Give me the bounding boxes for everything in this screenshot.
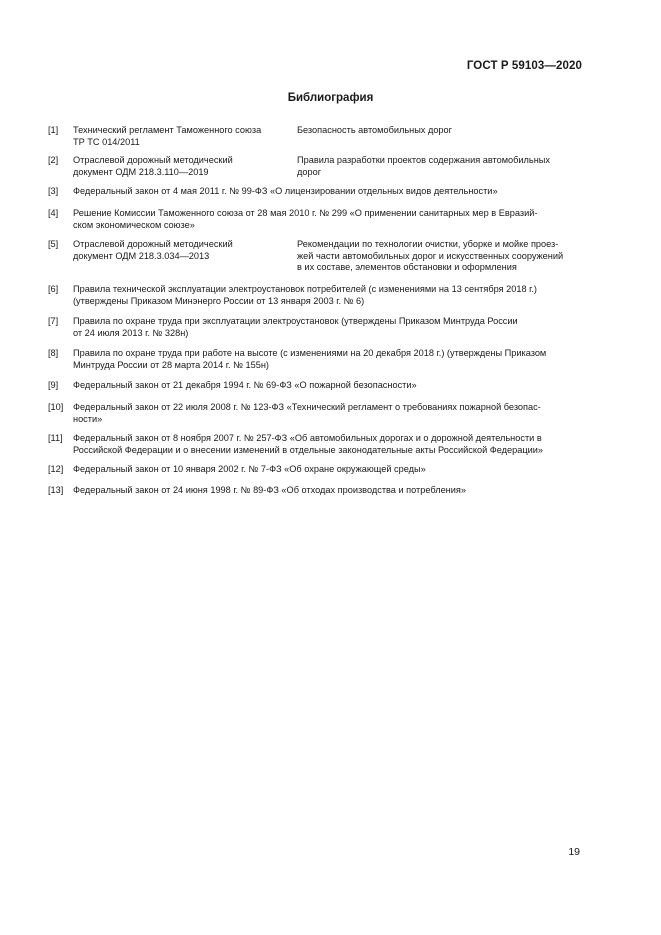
entry-number: [1] bbox=[48, 125, 59, 135]
entry-source bbox=[73, 125, 278, 148]
entry-text bbox=[73, 464, 583, 476]
entry-source bbox=[73, 239, 278, 262]
entry-number: [2] bbox=[48, 155, 59, 165]
entry-line: Правила по охране труда при работе на высоте (с изменениями на 20 декабря 2018 г.) (утверждены Приказом bbox=[73, 348, 547, 358]
entry-line: Правила по охране труда при эксплуатации электроустановок (утверждены Приказом Минтруда России bbox=[73, 316, 518, 326]
entry-line: Отраслевой дорожный методический bbox=[73, 155, 233, 165]
entry-source bbox=[73, 155, 278, 178]
entry-text bbox=[73, 485, 583, 497]
entry-line: ТР ТС 014/2011 bbox=[73, 136, 140, 147]
bibliography-title: Библиография bbox=[287, 92, 374, 104]
entry-text bbox=[73, 348, 583, 371]
entry-description bbox=[297, 239, 583, 274]
entry-number: [11] bbox=[48, 433, 63, 443]
entry-line: Технический регламент Таможенного союза bbox=[73, 125, 262, 135]
entry-line: в их составе, элементов обстановки и оформления bbox=[297, 262, 517, 272]
entry-number: [6] bbox=[48, 284, 59, 294]
entry-number: [5] bbox=[48, 239, 59, 249]
entry-line: Правила разработки проектов содержания автомобильных bbox=[297, 155, 550, 165]
bibliography-entry bbox=[48, 485, 583, 497]
entry-number: [13] bbox=[48, 485, 64, 495]
entry-line: Федеральный закон от 10 января 2002 г. № 7-ФЗ «Об охране окружающей среды» bbox=[73, 464, 426, 474]
entry-number: [12] bbox=[48, 464, 64, 474]
bibliography-entry bbox=[48, 316, 583, 339]
entry-line: Рекомендации по технологии очистки, уборке и мойке проез- bbox=[297, 239, 559, 249]
entry-line: Федеральный закон от 24 июня 1998 г. № 89-ФЗ «Об отходах производства и потребления» bbox=[73, 485, 466, 495]
entry-line: Федеральный закон от 4 мая 2011 г. № 99-ФЗ «О лицензировании отдельных видов деятельности» bbox=[73, 186, 498, 196]
entry-line: дорог bbox=[297, 166, 322, 177]
entry-line: ском экономическом союзе» bbox=[73, 219, 195, 230]
entry-line: жей части автомобильных дорог и искусственных сооружений bbox=[297, 250, 564, 261]
entry-number: [4] bbox=[48, 208, 59, 218]
bibliography-entry bbox=[48, 464, 583, 476]
entry-line: Федеральный закон от 22 июля 2008 г. № 123-ФЗ «Технический регламент о требованиях пожарной безопас- bbox=[73, 402, 541, 412]
entry-number: [7] bbox=[48, 316, 59, 326]
bibliography-entry bbox=[48, 380, 583, 392]
bibliography-entry bbox=[48, 433, 583, 456]
entry-text bbox=[73, 402, 583, 425]
entry-description bbox=[297, 155, 583, 178]
entry-number: [10] bbox=[48, 402, 64, 412]
entry-line: Федеральный закон от 21 декабря 1994 г. № 69-ФЗ «О пожарной безопасности» bbox=[73, 380, 417, 390]
entry-line: Минтруда России от 28 марта 2014 г. № 155н) bbox=[73, 359, 269, 370]
entry-line: документ ОДМ 218.3.034—2013 bbox=[73, 250, 210, 261]
entry-text bbox=[73, 208, 583, 231]
entry-line: Безопасность автомобильных дорог bbox=[297, 125, 452, 135]
page-number: 19 bbox=[568, 846, 580, 858]
entry-line: ности» bbox=[73, 413, 103, 424]
entry-line: Отраслевой дорожный методический bbox=[73, 239, 233, 249]
entry-line: Федеральный закон от 8 ноября 2007 г. № 257-ФЗ «Об автомобильных дорогах и о дорожной деятельности в bbox=[73, 433, 542, 443]
entry-description bbox=[297, 125, 583, 137]
entry-number: [9] bbox=[48, 380, 59, 390]
entry-text bbox=[73, 284, 583, 307]
entry-text bbox=[73, 186, 583, 198]
bibliography-entry bbox=[48, 348, 583, 371]
bibliography-entry bbox=[48, 208, 583, 231]
entry-line: (утверждены Приказом Минэнерго России от 13 января 2003 г. № 6) bbox=[73, 295, 365, 306]
entry-line: Правила технической эксплуатации электроустановок потребителей (с изменениями на 13 сентября 2018 г.) bbox=[73, 284, 537, 294]
document-code: ГОСТ Р 59103—2020 bbox=[466, 60, 582, 72]
entry-number: [8] bbox=[48, 348, 59, 358]
bibliography-entry bbox=[48, 186, 583, 198]
entry-line: документ ОДМ 218.3.110—2019 bbox=[73, 166, 209, 177]
entry-text bbox=[73, 380, 583, 392]
entry-number: [3] bbox=[48, 186, 59, 196]
bibliography-entry bbox=[48, 402, 583, 425]
entry-text bbox=[73, 316, 583, 339]
entry-line: Решение Комиссии Таможенного союза от 28 мая 2010 г. № 299 «О применении санитарных мер в Евразий- bbox=[73, 208, 538, 218]
entry-line: Российской Федерации и о внесении изменений в отдельные законодательные акты Российской Федерации» bbox=[73, 444, 544, 455]
bibliography-entry bbox=[48, 284, 583, 307]
entry-line: от 24 июля 2013 г. № 328н) bbox=[73, 327, 189, 338]
entry-text bbox=[73, 433, 583, 456]
